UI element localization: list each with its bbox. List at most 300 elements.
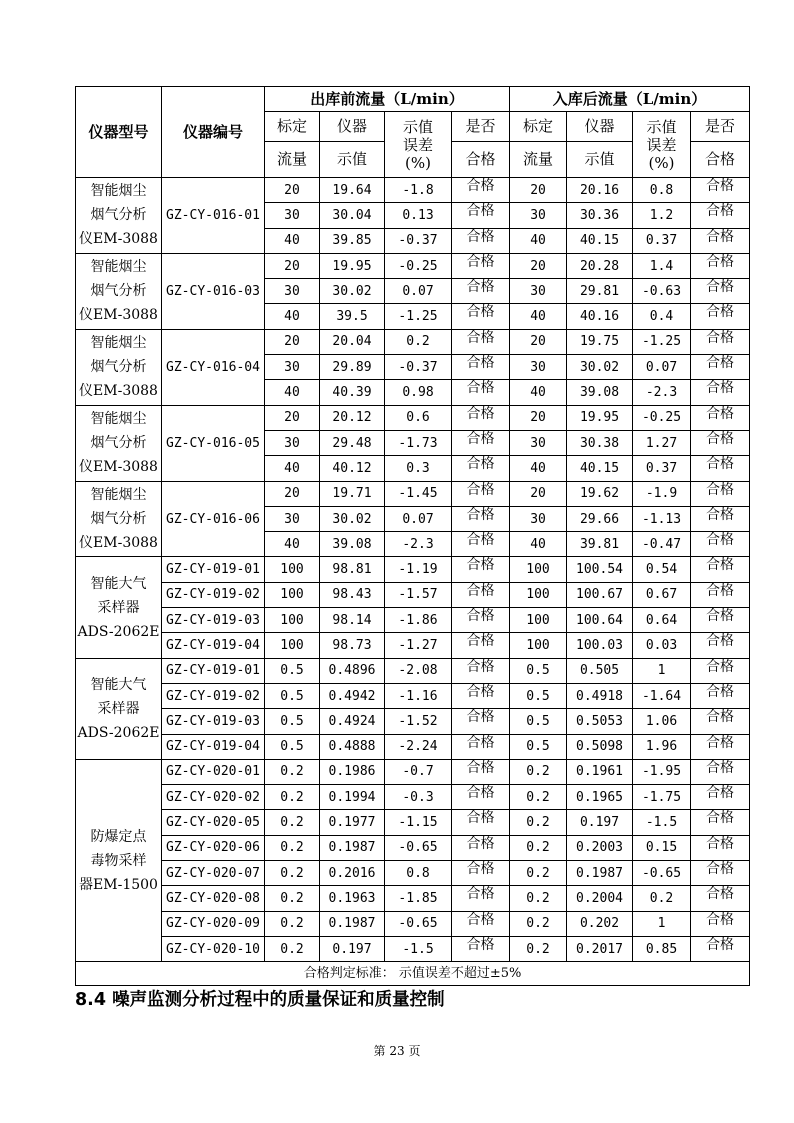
value-cell: -1.25 [385,304,452,329]
value-cell: 30 [510,279,567,304]
model-line: 仪EM-3088 [79,307,158,324]
table-row [76,835,750,860]
value-cell: 0.2 [385,329,452,354]
header-inst-bottom: 示值 [320,142,385,178]
value-cell: 1.27 [633,430,691,455]
header-model: 仪器型号 [76,87,162,178]
value-cell: 0.505 [567,658,633,683]
model-line: 器EM-1500 [79,876,158,893]
value-cell: 40.16 [567,304,633,329]
value-cell: 0.15 [633,835,691,860]
model-line: 防爆定点 [90,828,147,845]
value-cell: -1.9 [633,481,691,506]
model-line: 智能大气 [90,676,147,693]
value-cell: 0.5 [510,683,567,708]
value-cell: 100 [265,557,320,582]
table-row [76,709,750,734]
pass-cell: 合格 [452,532,510,557]
pass-cell: 合格 [452,759,510,784]
value-cell: 0.1987 [567,861,633,886]
value-cell: 29.81 [567,279,633,304]
header-pass-top: 是否 [691,112,750,142]
value-cell: 30.02 [320,506,385,531]
value-cell: 20 [510,405,567,430]
instrument-id-cell: GZ-CY-019-04 [162,633,265,658]
value-cell: 20.04 [320,329,385,354]
value-cell: 0.67 [633,582,691,607]
pass-cell: 合格 [691,329,750,354]
table-row [76,557,750,582]
pass-cell: 合格 [452,785,510,810]
instrument-id-cell: GZ-CY-020-08 [162,886,265,911]
model-line: ADS-2062E [77,724,160,741]
value-cell: 0.2 [510,861,567,886]
value-cell: 0.03 [633,633,691,658]
header-err-bottom: (%) [648,153,675,172]
model-cell [76,481,162,557]
instrument-id-cell: GZ-CY-019-01 [162,658,265,683]
value-cell: 0.1963 [320,886,385,911]
value-cell: 100 [265,582,320,607]
header-pass-bottom: 合格 [452,142,510,178]
model-cell [76,253,162,329]
value-cell: 0.2004 [567,886,633,911]
value-cell: -0.65 [385,911,452,936]
table-row [76,759,750,784]
value-cell: -1.95 [633,759,691,784]
model-line: 烟气分析 [90,435,147,452]
header-err-top: 示值 [402,117,433,136]
value-cell: 40 [265,304,320,329]
value-cell: 0.07 [385,279,452,304]
value-cell: -0.65 [633,861,691,886]
pass-cell: 合格 [691,532,750,557]
pass-cell: 合格 [452,355,510,380]
model-line: 烟气分析 [90,207,147,224]
value-cell: 20 [510,178,567,203]
table-row [76,734,750,759]
value-cell: 0.2 [265,835,320,860]
value-cell: 20 [265,481,320,506]
pass-cell: 合格 [452,911,510,936]
value-cell: 98.43 [320,582,385,607]
value-cell: 0.37 [633,456,691,481]
value-cell: -0.25 [633,405,691,430]
value-cell: 40 [510,532,567,557]
instrument-id-cell: GZ-CY-020-02 [162,785,265,810]
model-line: 采样器 [97,700,140,717]
value-cell: 20.12 [320,405,385,430]
header-err-mid: 误差 [402,135,433,154]
model-line: 毒物采样 [90,852,147,869]
value-cell: 40.39 [320,380,385,405]
pass-cell: 合格 [691,279,750,304]
value-cell: 20 [265,405,320,430]
instrument-id-cell: GZ-CY-019-04 [162,734,265,759]
pass-cell: 合格 [452,709,510,734]
value-cell: 0.202 [567,911,633,936]
pass-cell: 合格 [452,178,510,203]
pass-cell: 合格 [691,936,750,961]
value-cell: 0.4924 [320,709,385,734]
value-cell: 30 [510,506,567,531]
instrument-id-cell: GZ-CY-019-03 [162,608,265,633]
pass-cell: 合格 [691,861,750,886]
value-cell: 0.4888 [320,734,385,759]
value-cell: -2.3 [385,532,452,557]
value-cell: 100 [510,608,567,633]
value-cell: 40 [510,380,567,405]
instrument-id-cell: GZ-CY-019-03 [162,709,265,734]
value-cell: 0.197 [567,810,633,835]
value-cell: 39.81 [567,532,633,557]
instrument-id-cell: GZ-CY-019-02 [162,683,265,708]
table-row [76,633,750,658]
value-cell: -1.85 [385,886,452,911]
value-cell: -0.65 [385,835,452,860]
value-cell: 100 [265,608,320,633]
pass-cell: 合格 [452,861,510,886]
value-cell: 0.8 [633,178,691,203]
value-cell: -1.16 [385,683,452,708]
value-cell: 30 [265,279,320,304]
value-cell: 30 [510,355,567,380]
header-err-mid: 误差 [646,135,677,154]
value-cell: 0.4918 [567,683,633,708]
pass-cell: 合格 [691,253,750,278]
value-cell: 0.13 [385,203,452,228]
value-cell: 0.2 [265,886,320,911]
value-cell: 30 [510,430,567,455]
table-row [76,329,750,354]
value-cell: 19.95 [320,253,385,278]
model-cell [76,658,162,759]
value-cell: -1.19 [385,557,452,582]
pass-cell: 合格 [452,481,510,506]
value-cell: 19.62 [567,481,633,506]
value-cell: 0.98 [385,380,452,405]
pass-cell: 合格 [452,608,510,633]
value-cell: -0.7 [385,759,452,784]
pass-cell: 合格 [452,329,510,354]
table-row [76,582,750,607]
instrument-id-cell: GZ-CY-016-06 [162,481,265,557]
value-cell: 1 [633,911,691,936]
value-cell: 0.5 [265,709,320,734]
value-cell: -0.3 [385,785,452,810]
value-cell: 0.2003 [567,835,633,860]
pass-cell: 合格 [452,380,510,405]
value-cell: 29.48 [320,430,385,455]
value-cell: 0.2 [265,759,320,784]
table-row [76,911,750,936]
table-row [76,481,750,506]
value-cell: 0.1986 [320,759,385,784]
value-cell: 20.16 [567,178,633,203]
value-cell: 0.4942 [320,683,385,708]
pass-cell: 合格 [691,456,750,481]
value-cell: 29.66 [567,506,633,531]
value-cell: 19.64 [320,178,385,203]
pass-criterion: 合格判定标准： 示值误差不超过±5% [76,962,750,986]
value-cell: -1.64 [633,683,691,708]
value-cell: 0.6 [385,405,452,430]
value-cell: 100 [510,557,567,582]
value-cell: 0.5 [510,734,567,759]
instrument-id-cell: GZ-CY-019-02 [162,582,265,607]
instrument-id-cell: GZ-CY-016-05 [162,405,265,481]
value-cell: 40 [265,532,320,557]
pass-cell: 合格 [691,734,750,759]
pass-cell: 合格 [691,203,750,228]
value-cell: 20 [510,329,567,354]
value-cell: 20 [265,253,320,278]
model-line: 智能烟尘 [90,335,147,352]
model-cell [76,329,162,405]
value-cell: 40 [510,304,567,329]
value-cell: -1.13 [633,506,691,531]
value-cell: 40 [510,228,567,253]
value-cell: 39.85 [320,228,385,253]
value-cell: 0.2 [265,810,320,835]
value-cell: 0.2 [265,911,320,936]
header-inst-bottom: 示值 [567,142,633,178]
pass-cell: 合格 [452,456,510,481]
pass-cell: 合格 [691,835,750,860]
value-cell: 0.1987 [320,835,385,860]
instrument-id-cell: GZ-CY-020-07 [162,861,265,886]
value-cell: 100.03 [567,633,633,658]
value-cell: 98.81 [320,557,385,582]
pass-cell: 合格 [452,228,510,253]
pass-cell: 合格 [691,228,750,253]
value-cell: -0.25 [385,253,452,278]
flow-calibration-table [75,86,750,986]
model-line: 采样器 [97,599,140,616]
header-inst-top: 仪器 [567,112,633,142]
pass-cell: 合格 [691,506,750,531]
value-cell: -2.24 [385,734,452,759]
value-cell: 0.2 [510,759,567,784]
value-cell: 39.5 [320,304,385,329]
pass-cell: 合格 [691,557,750,582]
value-cell: 1.96 [633,734,691,759]
value-cell: 0.2 [510,911,567,936]
instrument-id-cell: GZ-CY-016-04 [162,329,265,405]
table-body [76,178,750,962]
value-cell: 1.2 [633,203,691,228]
value-cell: 20 [510,253,567,278]
header-std-top: 标定 [265,112,320,142]
model-line: 智能烟尘 [90,411,147,428]
value-cell: 20.28 [567,253,633,278]
value-cell: 0.5098 [567,734,633,759]
value-cell: 0.3 [385,456,452,481]
value-cell: 0.1961 [567,759,633,784]
value-cell: 0.1965 [567,785,633,810]
model-line: 智能烟尘 [90,259,147,276]
model-line: 仪EM-3088 [79,535,158,551]
value-cell: -1.15 [385,810,452,835]
value-cell: 100.67 [567,582,633,607]
value-cell: -2.3 [633,380,691,405]
header-before: 出库前流量（L/min） [265,87,510,112]
value-cell: -1.5 [385,936,452,961]
value-cell: 98.73 [320,633,385,658]
model-cell [76,405,162,481]
value-cell: 100 [510,633,567,658]
pass-cell: 合格 [452,430,510,455]
value-cell: 0.2 [510,936,567,961]
header-error [385,112,452,178]
model-cell [76,557,162,658]
header-err-top: 示值 [646,117,677,136]
model-line: 仪EM-3088 [79,459,158,476]
value-cell: 0.64 [633,608,691,633]
value-cell: 100 [510,582,567,607]
value-cell: 0.54 [633,557,691,582]
model-line: 烟气分析 [90,359,147,376]
pass-cell: 合格 [452,279,510,304]
value-cell: -2.08 [385,658,452,683]
instrument-id-cell: GZ-CY-020-01 [162,759,265,784]
value-cell: 30.36 [567,203,633,228]
table-row [76,683,750,708]
section-heading: 8.4 噪声监测分析过程中的质量保证和质量控制 [75,990,445,1010]
value-cell: 40 [510,456,567,481]
value-cell: 0.2 [265,936,320,961]
value-cell: 39.08 [320,532,385,557]
value-cell: 0.4896 [320,658,385,683]
value-cell: 0.2 [510,835,567,860]
header-pass-top: 是否 [452,112,510,142]
pass-cell: 合格 [452,557,510,582]
pass-cell: 合格 [452,203,510,228]
value-cell: 0.2016 [320,861,385,886]
value-cell: 98.14 [320,608,385,633]
value-cell: 30 [265,506,320,531]
table-row [76,810,750,835]
value-cell: -0.63 [633,279,691,304]
value-cell: -1.25 [633,329,691,354]
value-cell: 30.02 [320,279,385,304]
model-line: 智能烟尘 [90,183,147,200]
header-inst-top: 仪器 [320,112,385,142]
value-cell: 30.04 [320,203,385,228]
value-cell: 40 [265,456,320,481]
value-cell: 0.2 [510,810,567,835]
pass-cell: 合格 [691,683,750,708]
instrument-id-cell: GZ-CY-020-09 [162,911,265,936]
value-cell: 20 [265,178,320,203]
value-cell: 0.2 [265,785,320,810]
instrument-id-cell: GZ-CY-016-03 [162,253,265,329]
value-cell: 30 [265,355,320,380]
value-cell: -1.57 [385,582,452,607]
value-cell: 30.02 [567,355,633,380]
table-row [76,178,750,203]
value-cell: 30 [265,430,320,455]
value-cell: 40.15 [567,456,633,481]
value-cell: 100.64 [567,608,633,633]
value-cell: 20 [265,329,320,354]
value-cell: -0.47 [633,532,691,557]
instrument-id-cell: GZ-CY-016-01 [162,178,265,254]
value-cell: -1.73 [385,430,452,455]
header-std-top: 标定 [510,112,567,142]
pass-cell: 合格 [691,709,750,734]
value-cell: 0.07 [633,355,691,380]
pass-cell: 合格 [452,658,510,683]
value-cell: 1.06 [633,709,691,734]
pass-cell: 合格 [691,759,750,784]
pass-cell: 合格 [691,911,750,936]
pass-cell: 合格 [452,582,510,607]
value-cell: 19.95 [567,405,633,430]
model-cell [76,759,162,961]
value-cell: 29.89 [320,355,385,380]
model-line: 仪EM-3088 [79,383,158,400]
value-cell: 1 [633,658,691,683]
pass-cell: 合格 [691,430,750,455]
pass-cell: 合格 [452,633,510,658]
instrument-id-cell: GZ-CY-020-06 [162,835,265,860]
value-cell: 0.1977 [320,810,385,835]
value-cell: 30 [265,203,320,228]
value-cell: 0.2 [633,886,691,911]
pass-cell: 合格 [691,405,750,430]
model-line: 烟气分析 [90,511,147,527]
value-cell: 40.15 [567,228,633,253]
value-cell: 0.5 [265,683,320,708]
model-line: 智能大气 [90,575,147,592]
value-cell: -1.5 [633,810,691,835]
value-cell: 40.12 [320,456,385,481]
value-cell: 0.2017 [567,936,633,961]
pass-cell: 合格 [452,304,510,329]
value-cell: -1.86 [385,608,452,633]
page-number: 第 23 页 [373,1044,421,1058]
value-cell: 0.2 [510,886,567,911]
table-row [76,936,750,961]
pass-cell: 合格 [691,633,750,658]
value-cell: 30 [510,203,567,228]
table-row [76,658,750,683]
header-pass-bottom: 合格 [691,142,750,178]
value-cell: 0.5 [265,658,320,683]
pass-cell: 合格 [452,734,510,759]
value-cell: 0.37 [633,228,691,253]
instrument-id-cell: GZ-CY-020-05 [162,810,265,835]
value-cell: 0.8 [385,861,452,886]
pass-cell: 合格 [452,835,510,860]
header-std-bottom: 流量 [265,142,320,178]
value-cell: 0.2 [265,861,320,886]
value-cell: 100 [265,633,320,658]
value-cell: 0.197 [320,936,385,961]
model-line: ADS-2062E [77,623,160,640]
instrument-id-cell: GZ-CY-020-10 [162,936,265,961]
model-line: 烟气分析 [90,283,147,300]
value-cell: -0.37 [385,228,452,253]
pass-cell: 合格 [691,810,750,835]
pass-cell: 合格 [691,582,750,607]
table-row [76,861,750,886]
value-cell: 0.4 [633,304,691,329]
pass-cell: 合格 [691,355,750,380]
value-cell: 0.5 [265,734,320,759]
pass-cell: 合格 [691,886,750,911]
